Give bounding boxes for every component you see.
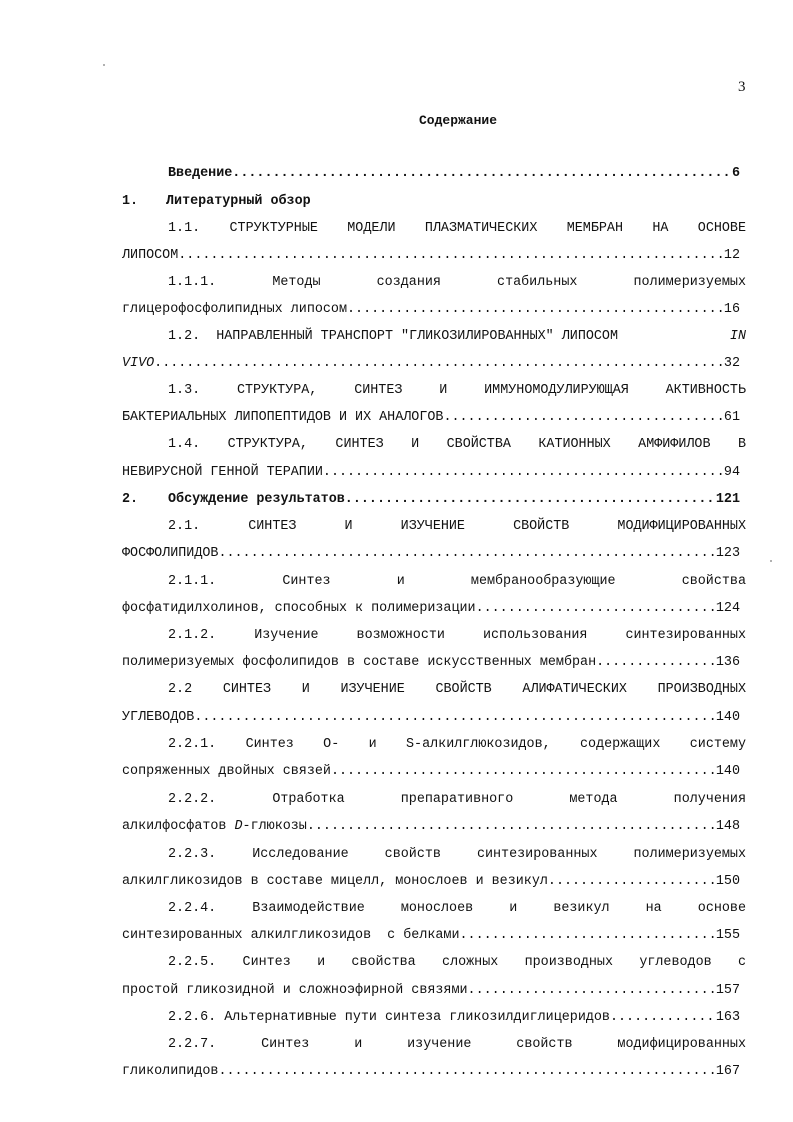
scan-speck (770, 560, 772, 562)
toc-entry-1-4-first: 1.4. СТРУКТУРА, СИНТЕЗ И СВОЙСТВА КАТИОННЫХ АМФИФИЛОВ В (168, 437, 746, 452)
toc-entry-page: 123 (715, 546, 740, 561)
toc-entry-2-2-first: 2.2 СИНТЕЗ И ИЗУЧЕНИЕ СВОЙСТВ АЛИФАТИЧЕСКИХ ПРОИЗВОДНЫХ (168, 682, 746, 697)
toc-entry-2-1-last: ФОСФОЛИПИДОВ ..... 123 (122, 545, 740, 563)
toc-entry-page: 32 (723, 356, 740, 371)
toc-entry-2-2-7-last: гликолипидов ..... 167 (122, 1063, 740, 1081)
toc-entry-1-2-last: VIVO ..... 32 (122, 355, 740, 373)
toc-entry-2-2-5-last: простой гликозидной и сложноэфирной связями ..... 157 (122, 982, 740, 1000)
toc-entry-2-1-2-last: полимеризуемых фосфолипидов в составе искусственных мембран ..... 136 (122, 654, 740, 672)
toc-entry-page: 121 (715, 492, 740, 507)
toc-entry-2-2-3-last: алкилгликозидов в составе мицелл, монослоев и везикул ..... 150 (122, 873, 740, 891)
toc-entry-2-1-first: 2.1. СИНТЕЗ И ИЗУЧЕНИЕ СВОЙСТВ МОДИФИЦИРОВАННЫХ (168, 519, 746, 534)
toc-entry-2-1-1-last: фосфатидилхолинов, способных к полимеризации ..... 124 (122, 600, 740, 618)
toc-title: Содержание (418, 113, 497, 128)
toc-entry-1-1-1-last: глицерофосфолипидных липосом ..... 16 (122, 301, 740, 319)
page-number: 3 (738, 79, 746, 95)
toc-entry-2-2-2-first: 2.2.2. Отработка препаративного метода получения (168, 792, 746, 807)
toc-entry-2-2-1-last: сопряженных двойных связей ..... 140 (122, 763, 740, 781)
scan-speck (103, 64, 105, 66)
toc-entry-2-2-2-last: алкилфосфатов D -глюкозы ..... 148 (122, 818, 740, 836)
toc-entry-text: Введение (168, 166, 233, 181)
toc-entry-page: 148 (715, 819, 740, 834)
toc-entry-1-2-first: 1.2. НАПРАВЛЕННЫЙ ТРАНСПОРТ "ГЛИКОЗИЛИРОВАННЫХ" ЛИПОСОМ IN (168, 329, 746, 344)
toc-entry-page: 157 (715, 983, 740, 998)
section-title: Литературный обзор (166, 194, 311, 209)
toc-entry-2-2-7-first: 2.2.7. Синтез и изучение свойств модифицированных (168, 1037, 746, 1052)
toc-entry-2-1-1-first: 2.1.1. Синтез и мембранообразующие свойства (168, 574, 746, 589)
toc-entry-2-2-last: УГЛЕВОДОВ ..... 140 (122, 709, 740, 727)
toc-entry-2-2-6: 2.2.6. Альтернативные пути синтеза гликозилдиглицеридов ..... 163 (168, 1009, 740, 1027)
toc-entry-page: 140 (715, 764, 740, 779)
toc-entry-page: 94 (723, 465, 740, 480)
toc-entry-page: 163 (715, 1010, 740, 1025)
toc-entry-1-1-first: 1.1. СТРУКТУРНЫЕ МОДЕЛИ ПЛАЗМАТИЧЕСКИХ МЕМБРАН НА ОСНОВЕ (168, 221, 746, 236)
toc-entry-page: 150 (715, 874, 740, 889)
toc-entry-2-2-4-first: 2.2.4. Взаимодействие монослоев и везикул на основе (168, 901, 746, 916)
toc-entry-page: 6 (731, 166, 740, 181)
toc-section-1 (122, 193, 746, 211)
section-title: Обсуждение результатов (168, 492, 345, 507)
toc-entry-page: 136 (715, 655, 740, 670)
toc-entry-page: 140 (715, 710, 740, 725)
toc-entry-page: 167 (715, 1064, 740, 1079)
section-number: 2. (122, 492, 139, 507)
toc-section-2 (122, 491, 740, 509)
toc-entry-page: 16 (723, 302, 740, 317)
toc-entry-1-3-first: 1.3. СТРУКТУРА, СИНТЕЗ И ИММУНОМОДУЛИРУЮЩАЯ АКТИВНОСТЬ (168, 383, 746, 398)
section-number: 1. (122, 194, 139, 209)
toc-entry-1-4-last: НЕВИРУСНОЙ ГЕННОЙ ТЕРАПИИ ..... 94 (122, 464, 740, 482)
toc-entry-page: 12 (723, 248, 740, 263)
toc-entry-2-2-3-first: 2.2.3. Исследование свойств синтезированных полимеризуемых (168, 847, 746, 862)
toc-entry-2-2-1-first: 2.2.1. Синтез O- и S-алкилглюкозидов, содержащих систему (168, 737, 746, 752)
toc-entry-2-2-5-first: 2.2.5. Синтез и свойства сложных производных углеводов с (168, 955, 746, 970)
toc-entry-page: 155 (715, 928, 740, 943)
toc-entry-1-1-last: ЛИПОСОМ ..... 12 (122, 247, 740, 265)
toc-entry-1-1-1-first: 1.1.1. Методы создания стабильных полимеризуемых (168, 275, 746, 290)
toc-entry-2-2-4-last: синтезированных алкилгликозидов с белками ..... 155 (122, 927, 740, 945)
toc-entry-2-1-2-first: 2.1.2. Изучение возможности использования синтезированных (168, 628, 746, 643)
toc-entry-page: 61 (723, 410, 740, 425)
toc-entry-1-3-last: БАКТЕРИАЛЬНЫХ ЛИПОПЕПТИДОВ И ИХ АНАЛОГОВ ..... 61 (122, 409, 740, 427)
toc-entry-page: 124 (715, 601, 740, 616)
toc-entry-introduction (168, 165, 740, 183)
